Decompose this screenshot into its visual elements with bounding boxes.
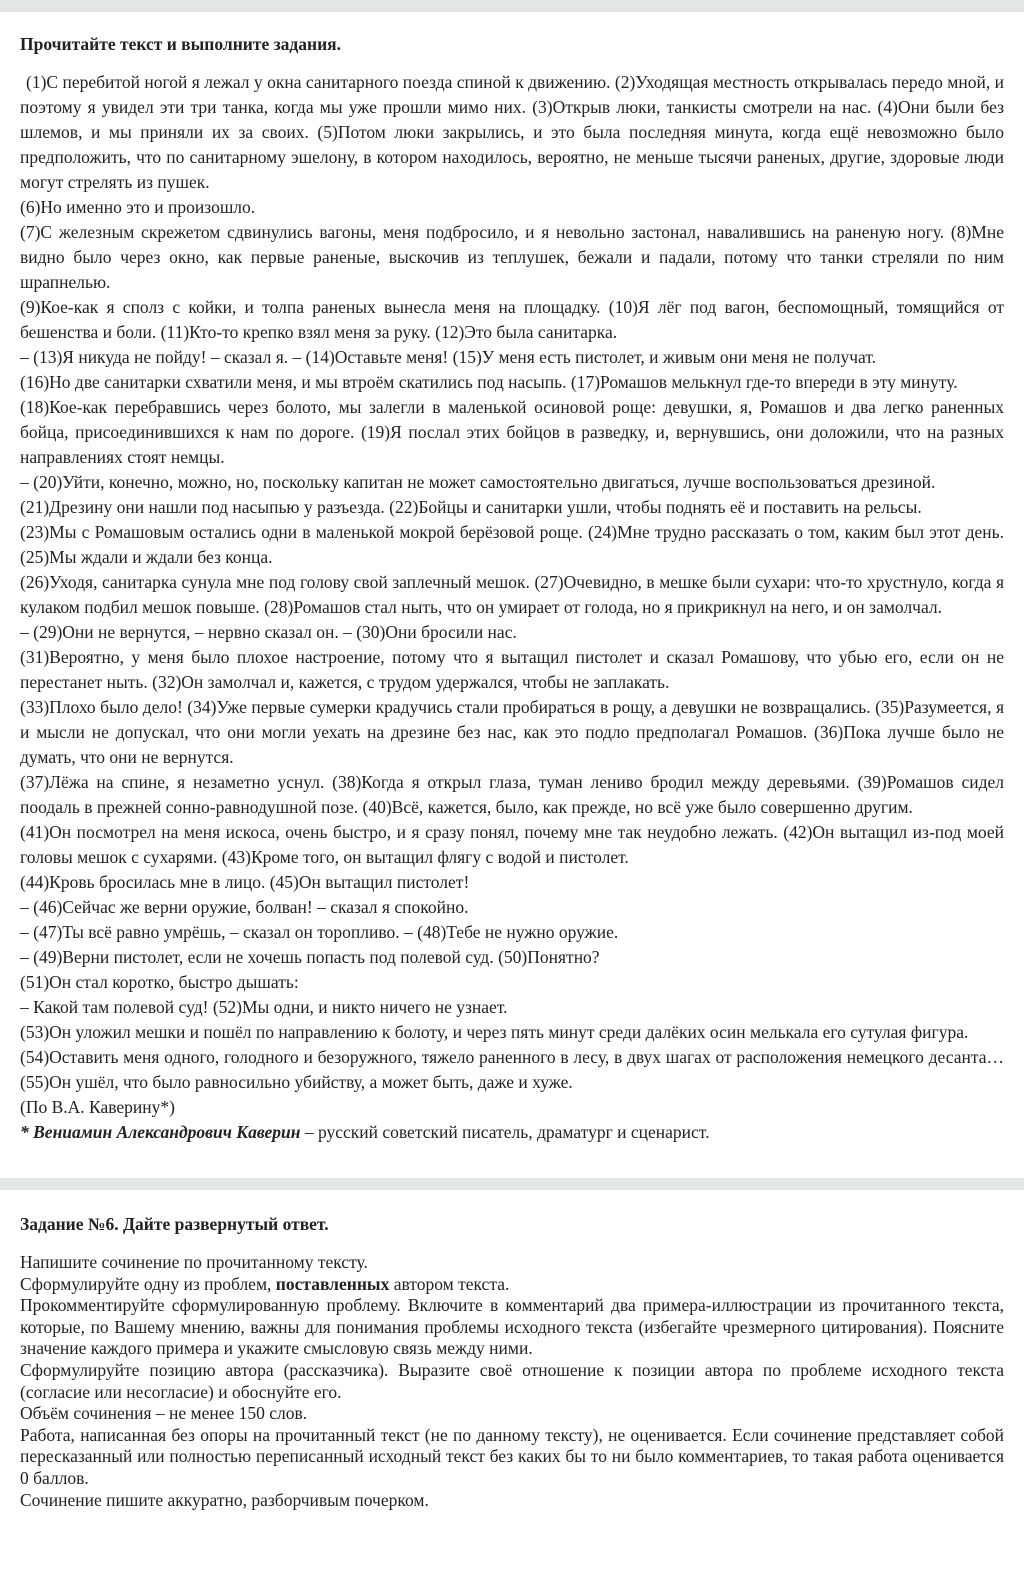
author-footnote [20,1120,1004,1145]
text-paragraph: (23)Мы с Ромашовым остались одни в маленькой мокрой берёзовой роще. (24)Мне трудно рассказать о том, каким был этот день. (25)Мы ждали и ждали без конца. [20,522,1004,567]
text-paragraph: (21)Дрезину они нашли под насыпью у разъезда. (22)Бойцы и санитарки ушли, чтобы поднять её и поставить на рельсы. [20,497,922,517]
text-paragraph: (31)Вероятно, у меня было плохое настроение, потому что я вытащил пистолет и сказал Ромашову, что убью его, если он не перестанет ныть. (32)Он замолчал и, кажется, с трудом удержался, чтобы не заплакать. [20,647,1004,692]
task-instruction: Работа, написанная без опоры на прочитанный текст (не по данному тексту), не оценивается. Если сочинение представляет собой пересказанный или полностью переписанный исходный текст без каких бы то ни было комментариев, то такая работа оценивается 0 баллов. [20,1424,1004,1488]
dialogue-line: – Какой там полевой суд! (52)Мы одни, и никто ничего не узнает. [20,997,508,1017]
dialogue-line: – (20)Уйти, конечно, можно, но, поскольку капитан не может самостоятельно двигаться, лучше воспользоваться дрезиной. [20,472,936,492]
task-section [0,1212,1024,1511]
text-paragraph: (33)Плохо было дело! (34)Уже первые сумерки крадучись стали пробираться в рощу, а девушки не возвращались. (35)Разумеется, я и мысли не допускал, что они могли уехать на дрезине без нас, как это подло предполагал Ромашов. (36)Пока лучше было не думать, что они не вернутся. [20,697,1004,767]
text-paragraph: (44)Кровь бросилась мне в лицо. (45)Он вытащил пистолет! [20,872,470,892]
dialogue-line: – (49)Верни пистолет, если не хочешь попасть под полевой суд. (50)Понятно? [20,947,600,967]
text-paragraph: (18)Кое-как перебравшись через болото, мы залегли в маленькой осиновой роще: девушки, я, Ромашов и два легко раненных бойца, присоединившихся к нам по дороге. (19)Я послал этих бойцов в разведку, и, вернувшись, они доложили, что на разных направлениях стоят немцы. [20,397,1004,467]
text-paragraph: (53)Он уложил мешки и пошёл по направлению к болоту, и через пять минут среди далёких осин мелькала его сутулая фигура. [20,1022,969,1042]
text-paragraph: (37)Лёжа на спине, я незаметно уснул. (38)Когда я открыл глаза, туман лениво бродил между деревьями. (39)Ромашов сидел поодаль в прежней сонно-равнодушной позе. (40)Всё, кажется, было, как прежде, но всё уже было совершенно другим. [20,772,1004,817]
task-instruction: Сочинение пишите аккуратно, разборчивым почерком. [20,1489,429,1510]
text-paragraph: (6)Но именно это и произошло. [20,197,256,217]
dialogue-line: – (46)Сейчас же верни оружие, болван! – сказал я спокойно. [20,897,469,917]
task-instruction: Прокомментируйте сформулированную проблему. Включите в комментарий два примера-иллюстрации из прочитанного текста, которые, по Вашему мнению, важны для понимания проблемы исходного текста (избегайте чрезмерного цитирования). Поясните значение каждого примера и укажите смысловую связь между ними. [20,1295,1004,1359]
text-paragraph: (16)Но две санитарки схватили меня, и мы втроём скатились под насыпь. (17)Ромашов мелькнул где-то впереди в эту минуту. [20,372,958,392]
task-instruction-emphasis: поставленных [275,1273,390,1294]
task-instruction: Сформулируйте позицию автора (рассказчика). Выразите своё отношение к позиции автора по проблеме исходного текста (согласие или несогласие) и обоснуйте его. [20,1359,1004,1402]
dialogue-line: – (47)Ты всё равно умрёшь, – сказал он торопливо. – (48)Тебе не нужно оружие. [20,922,619,942]
task-instruction: Сформулируйте одну из проблем, поставленных автором текста. [20,1273,510,1294]
task-title: Задание №6. Дайте развернутый ответ. [20,1214,329,1234]
text-paragraph: (51)Он стал коротко, быстро дышать: [20,972,299,992]
text-paragraph: (9)Кое-как я сполз с койки, и толпа раненых вынесла меня на площадку. (10)Я лёг под вагон, беспомощный, томящийся от бешенства и боли. (11)Кто-то крепко взял меня за руку. (12)Это была санитарка. [20,297,1004,342]
text-paragraph: (26)Уходя, санитарка сунула мне под голову свой заплечный мешок. (27)Очевидно, в мешке были сухари: что-то хрустнуло, когда я кулаком подбил мешок повыше. (28)Ромашов стал ныть, что он умирает от голода, но я прикрикнул на него, и он замолчал. [20,572,1004,617]
reading-instruction-title: Прочитайте текст и выполните задания. [20,34,342,54]
task-instruction: Напишите сочинение по прочитанному тексту. [20,1252,368,1272]
top-bar [0,0,1024,12]
section-divider [0,1178,1024,1190]
author-description: – русский советский писатель, драматург и сценарист. [300,1122,710,1142]
task-instruction: Объём сочинения – не менее 150 слов. [20,1403,308,1424]
author-name: * Вениамин Александрович Каверин [20,1122,301,1142]
dialogue-line: – (29)Они не вернутся, – нервно сказал он. – (30)Они бросили нас. [20,622,517,642]
reading-section [0,32,1024,1145]
text-paragraph: (1)С перебитой ногой я лежал у окна санитарного поезда спиной к движению. (2)Уходящая местность открывалась передо мной, и поэтому я увидел эти три танка, когда мы уже прошли мимо них. (3)Открыв люки, танкисты смотрели на нас. (4)Они были без шлемов, и мы приняли их за своих. (5)Потом люки закрылись, и это была последняя минута, когда ещё невозможно было предположить, что по санитарному эшелону, в котором находилось, вероятно, не меньше тысячи раненых, другие, здоровые люди могут стрелять из пушек. [20,72,1004,192]
text-paragraph: (54)Оставить меня одного, голодного и безоружного, тяжело раненного в лесу, в двух шагах от расположения немецкого десанта… (55)Он ушёл, что было равносильно убийству, а может быть, даже и хуже. [20,1047,1004,1092]
text-paragraph: (41)Он посмотрел на меня искоса, очень быстро, и я сразу понял, почему мне так неудобно лежать. (42)Он вытащил из-под моей головы мешок с сухарями. (43)Кроме того, он вытащил флягу с водой и пистолет. [20,822,1004,867]
dialogue-line: – (13)Я никуда не пойду! – сказал я. – (14)Оставьте меня! (15)У меня есть пистолет, и живым они меня не получат. [20,347,877,367]
text-paragraph: (7)С железным скрежетом сдвинулись вагоны, меня подбросило, и я невольно застонал, навалившись на раненую ногу. (8)Мне видно было через окно, как первые раненые, выскочив из теплушек, бежали и падали, потому что танки стреляли по ним шрапнелью. [20,222,1004,292]
text-attribution: (По В.А. Каверину*) [20,1097,175,1117]
